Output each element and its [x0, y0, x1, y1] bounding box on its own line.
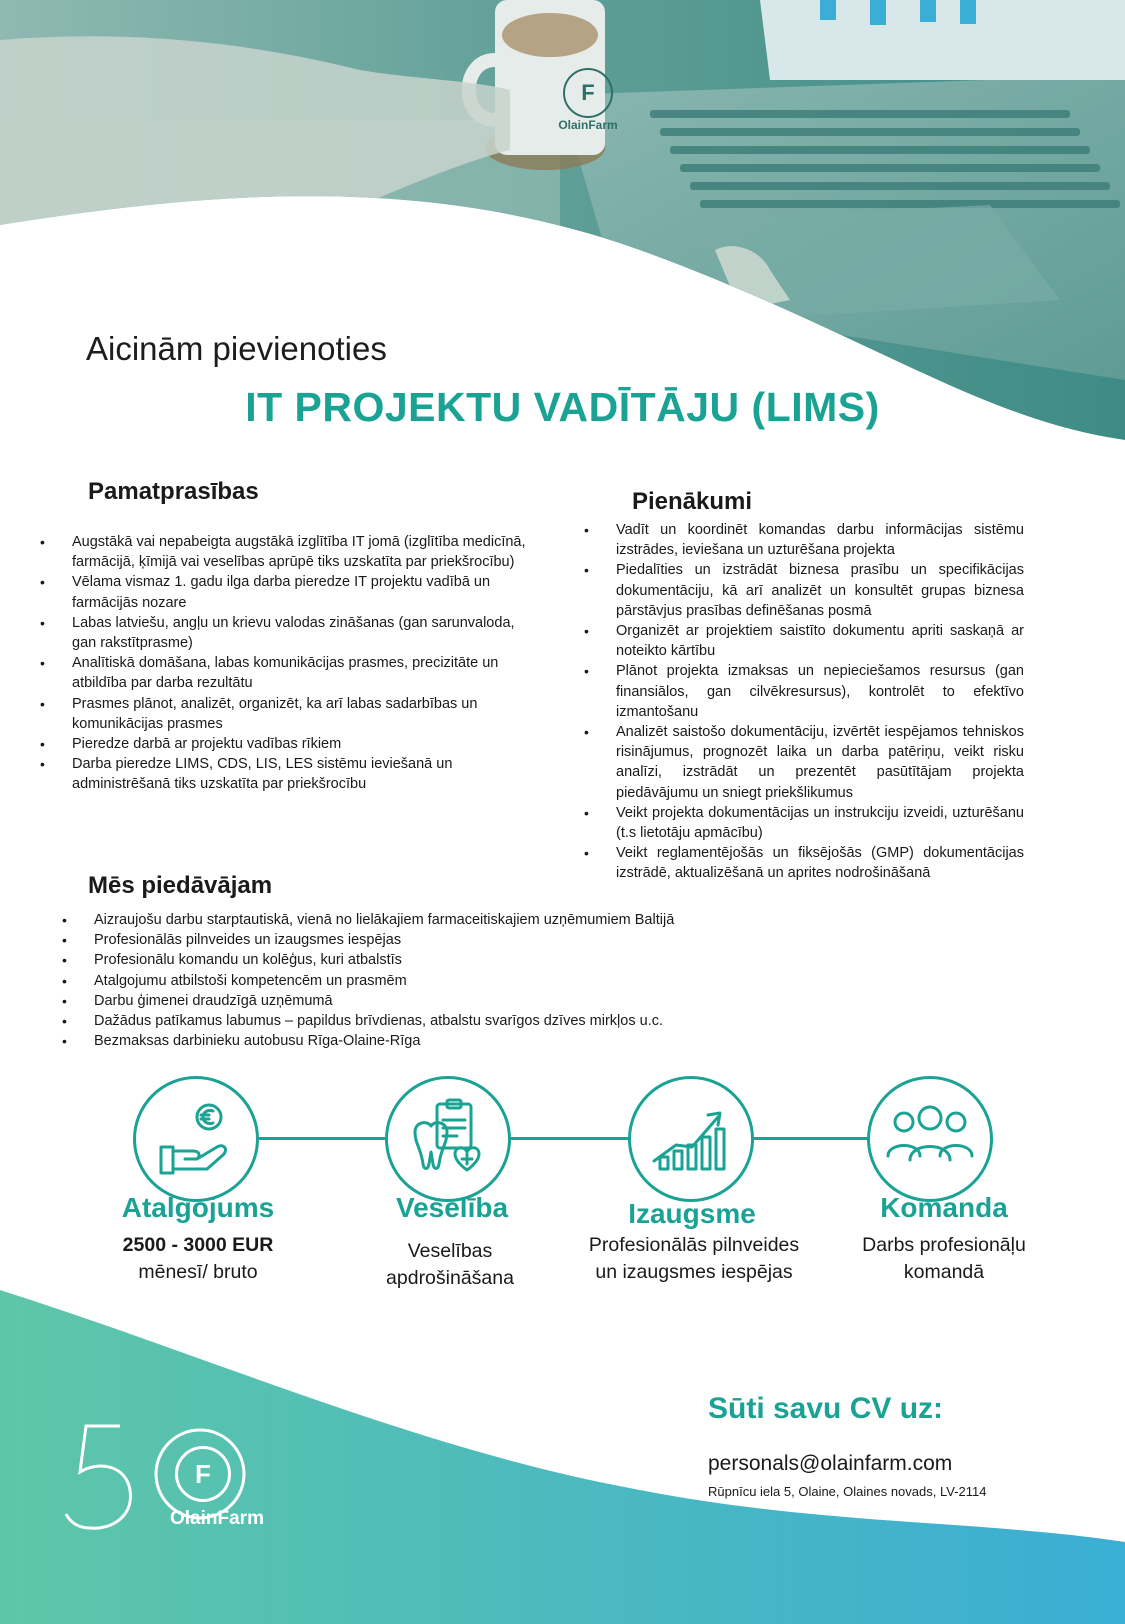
olainfarm-50-logo — [60, 1418, 264, 1568]
olainfarm-monogram-icon: F — [175, 1446, 231, 1502]
list-item: • Dažādus patīkamus labumus – papildus brīvdienas, atbalstu svarīgos dzīves mirkļos u.c. — [62, 1011, 762, 1031]
benefit-health-line1: Veselības — [407, 1240, 493, 1262]
benefit-salary-period: mēnesī/ bruto — [138, 1261, 258, 1283]
requirements-list — [40, 532, 530, 795]
cv-heading: Sūti savu CV uz: — [708, 1392, 944, 1425]
list-item: • Vadīt un koordinēt komandas darbu informācijas sistēmu izstrādes, ieviešana un uzturēšana projekta — [584, 520, 1024, 560]
list-item: • Aizraujošu darbu starptautiskā, vienā no lielākajiem farmaceitiskajiem uzņēmumiem Baltijā — [62, 910, 762, 930]
benefit-growth-line1: Profesionālās pilnveides — [588, 1234, 800, 1256]
benefit-team-line1: Darbs profesionāļu — [862, 1234, 1026, 1256]
intro-text: Aicinām pievienoties — [86, 330, 387, 367]
benefit-health-line2: apdrošināšana — [386, 1267, 514, 1289]
hero-photo — [0, 0, 1125, 440]
salary-hand-euro-icon — [133, 1076, 259, 1202]
job-title: IT PROJEKTU VADĪTĀJU (LIMS) — [245, 384, 880, 430]
list-item: • Analizēt saistošo dokumentāciju, izvērtēt iespējamos tehniskos risinājumus, prognozēt laika un darba patēriņu, veikt risku analīzi, izstrādāt un prezentēt pasūtītājam projekta piedāvājumu un sniegt priekšlikumus — [584, 722, 1024, 803]
benefit-title-health: Veselība — [395, 1192, 509, 1223]
health-insurance-icon — [385, 1076, 511, 1202]
team-people-icon — [867, 1076, 993, 1202]
growth-chart-icon — [628, 1076, 754, 1202]
duties-list — [584, 520, 1024, 884]
duties-heading: Pienākumi — [632, 488, 753, 515]
list-item: • Pieredze darbā ar projektu vadības rīkiem — [40, 734, 530, 754]
list-item: • Darbu ģimenei draudzīgā uzņēmumā — [62, 991, 762, 1011]
benefit-team-line2: komandā — [903, 1261, 985, 1283]
mug-brand-text: OlainFarm — [558, 118, 618, 132]
benefits-connector-line — [200, 1137, 945, 1140]
list-item: • Piedalīties un izstrādāt biznesa prasību un specifikācijas dokumentāciju, kā arī analizēt un konsultēt grupas biznesa pārstāvjus prasības definēšanas posmā — [584, 560, 1024, 621]
list-item: • Vēlama vismaz 1. gadu ilga darba pieredze IT projektu vadībā un farmācijās nozare — [40, 572, 530, 612]
benefit-title-team: Komanda — [880, 1192, 1008, 1223]
list-item: • Plānot projekta izmaksas un nepieciešamos resursus (gan finansiālos, gan cilvēkresursus), kontrolēt to efektīvo izmantošanu — [584, 661, 1024, 722]
list-item: • Veikt reglamentējošās un fiksējošās (GMP) dokumentācijas izstrādē, aktualizēšanā un aprites nodrošināšanā — [584, 843, 1024, 883]
requirements-heading: Pamatprasības — [88, 478, 259, 505]
logo-brand-text: OlainFarm — [170, 1508, 264, 1529]
benefit-title-salary: Atalgojums — [121, 1192, 275, 1223]
anniversary-50-icon — [60, 1418, 260, 1568]
olainfarm-monogram-icon: F — [563, 68, 613, 118]
offer-heading: Mēs piedāvājam — [88, 872, 273, 899]
benefit-salary-amount: 2500 - 3000 EUR — [122, 1234, 274, 1256]
contact-address: Rūpnīcu iela 5, Olaine, Olaines novads, LV-2114 — [708, 1484, 987, 1499]
list-item: • Organizēt ar projektiem saistīto dokumentu apriti saskaņā ar noteikto kārtību — [584, 621, 1024, 661]
list-item: • Bezmaksas darbinieku autobusu Rīga-Olaine-Rīga — [62, 1031, 762, 1051]
list-item: • Profesionālu komandu un kolēģus, kuri atbalstīs — [62, 950, 762, 970]
list-item: • Analītiskā domāšana, labas komunikācijas prasmes, precizitāte un atbildība par darba rezultātu — [40, 653, 530, 693]
list-item: • Prasmes plānot, analizēt, organizēt, ka arī labas sadarbības un komunikācijas prasmes — [40, 694, 530, 734]
benefit-title-growth: Izaugsme — [628, 1198, 756, 1229]
offer-list — [62, 910, 762, 1051]
list-item: • Profesionālās pilnveides un izaugsmes iespējas — [62, 930, 762, 950]
contact-email-link[interactable]: personals@olainfarm.com — [708, 1452, 953, 1475]
list-item: • Darba pieredze LIMS, CDS, LIS, LES sistēmu ieviešanā un administrēšanā tiks uzskatīta par priekšrocību — [40, 754, 530, 794]
list-item: • Augstākā vai nepabeigta augstākā izglītība IT jomā (izglītība medicīnā, farmācijā, ķīmijā vai veselības aprūpē tiks uzskatīta par priekšrocību) — [40, 532, 530, 572]
list-item: • Atalgojumu atbilstoši kompetencēm un prasmēm — [62, 971, 762, 991]
benefit-growth-line2: un izaugsmes iespējas — [595, 1261, 793, 1283]
mug-logo — [548, 68, 628, 132]
list-item: • Labas latviešu, angļu un krievu valodas zināšanas (gan sarunvaloda, gan rakstītprasme) — [40, 613, 530, 653]
list-item: • Veikt projekta dokumentācijas un instrukciju izveidi, uzturēšanu (t.s lietotāju apmācību) — [584, 803, 1024, 843]
